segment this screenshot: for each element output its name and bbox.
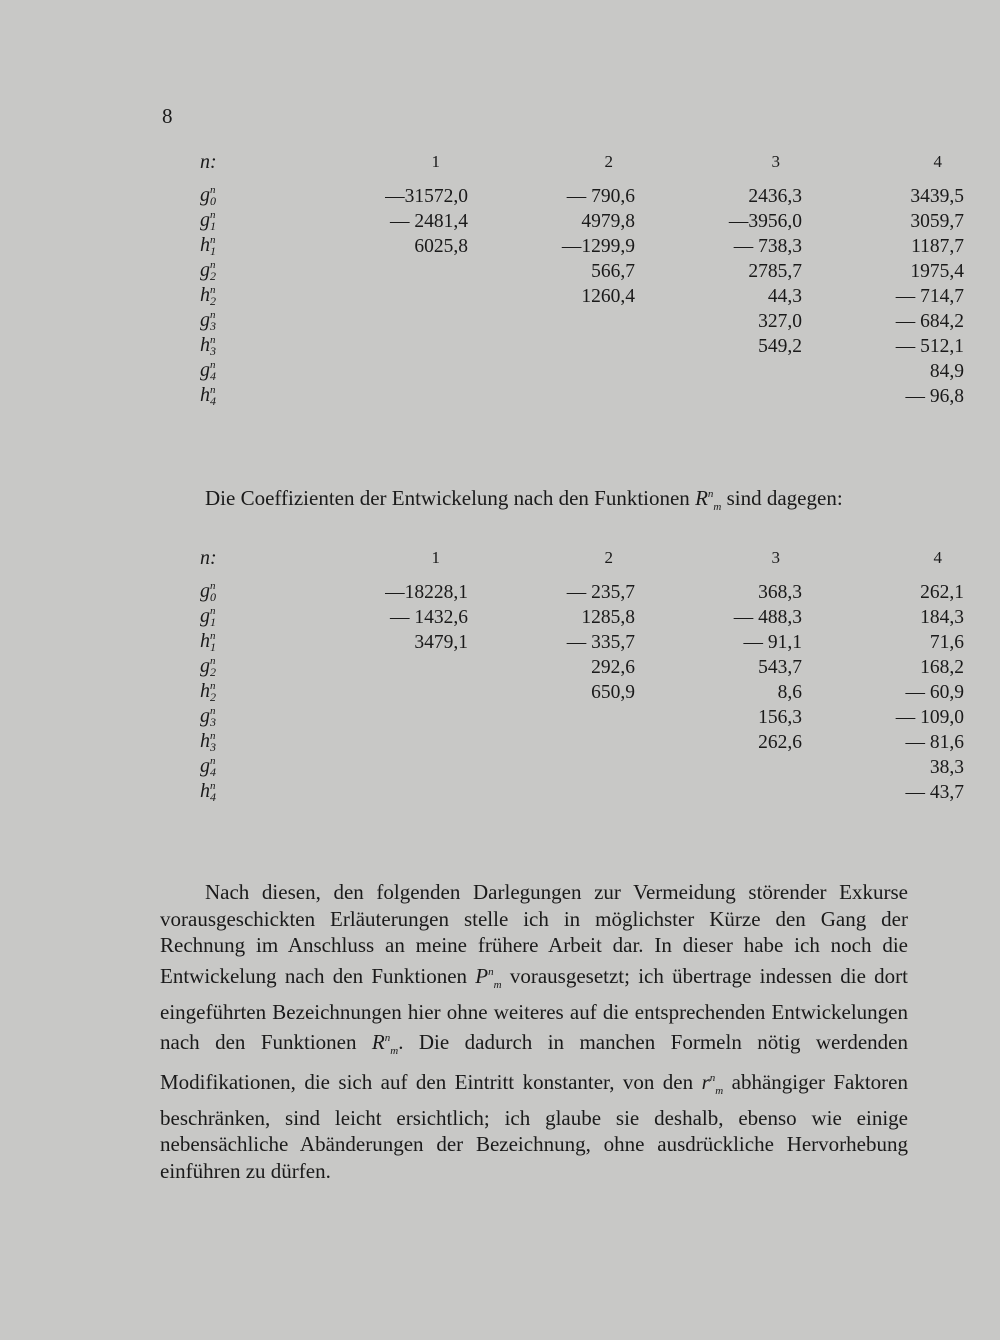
row-label: $g_3^n$ bbox=[200, 705, 216, 729]
table-cell: — 81,6 bbox=[905, 731, 964, 753]
intro-text-before: Die Coeffizienten der Entwickelung nach den Funktionen bbox=[205, 486, 696, 510]
table-cell: 156,3 bbox=[758, 706, 802, 728]
table-row bbox=[200, 580, 964, 605]
row-label: $g_4^n$ bbox=[200, 359, 216, 383]
table-cell bbox=[240, 384, 468, 409]
row-label: $g_4^n$ bbox=[200, 755, 216, 779]
body-text-part3: . Die dadurch in manchen Formeln nötig werdenden Modifikationen, die sich auf den Eintritt konstanter, von den bbox=[160, 1030, 908, 1094]
table-row bbox=[200, 359, 964, 384]
row-label: $h_1^n$ bbox=[200, 630, 216, 654]
table-row bbox=[200, 184, 964, 209]
table-cell: 8,6 bbox=[777, 681, 802, 703]
table-row bbox=[200, 730, 964, 755]
table-cell: — 60,9 bbox=[905, 681, 964, 703]
table-cell: 368,3 bbox=[758, 581, 802, 603]
table-cell: — 91,1 bbox=[743, 631, 802, 653]
table-cell: —1299,9 bbox=[561, 235, 635, 257]
row-label: $g_2^n$ bbox=[200, 259, 216, 283]
table-cell: 2436,3 bbox=[748, 185, 802, 207]
table-row bbox=[200, 209, 964, 234]
table-cell: — 512,1 bbox=[895, 335, 964, 357]
table-cell: 262,1 bbox=[920, 581, 964, 603]
row-label: $h_3^n$ bbox=[200, 334, 216, 358]
r-factor-symbol: $r^n_m$ bbox=[701, 1069, 724, 1098]
table-cell: 168,2 bbox=[920, 656, 964, 678]
table-row bbox=[200, 234, 964, 259]
table-row bbox=[200, 284, 964, 309]
header-col-2: 2 bbox=[604, 152, 613, 171]
table-cell bbox=[240, 309, 468, 334]
table-cell: —3956,0 bbox=[728, 210, 802, 232]
table-cell bbox=[468, 730, 635, 755]
coefficient-table-p bbox=[200, 150, 964, 409]
table-cell: 38,3 bbox=[929, 756, 964, 778]
table-cell: 71,6 bbox=[929, 631, 964, 653]
table-row bbox=[200, 309, 964, 334]
body-paragraph bbox=[160, 879, 908, 1185]
table-cell: 6025,8 bbox=[414, 235, 468, 257]
table-cell bbox=[468, 780, 635, 805]
page-number: 8 bbox=[162, 104, 173, 128]
header-col-4: 4 bbox=[933, 152, 942, 171]
table-cell bbox=[635, 384, 802, 409]
table-cell: — 488,3 bbox=[733, 606, 802, 628]
header-col-3: 3 bbox=[771, 152, 780, 171]
row-label: $h_4^n$ bbox=[200, 384, 216, 408]
table-cell bbox=[240, 259, 468, 284]
table-cell: —18228,1 bbox=[385, 581, 468, 603]
intro-text-after: sind dagegen: bbox=[721, 486, 843, 510]
table-cell: — 790,6 bbox=[566, 185, 635, 207]
table-row bbox=[200, 755, 964, 780]
table-cell bbox=[468, 359, 635, 384]
table-row bbox=[200, 655, 964, 680]
header-col-1: 1 bbox=[431, 152, 440, 171]
table-cell: 566,7 bbox=[591, 260, 635, 282]
table-cell bbox=[468, 309, 635, 334]
row-label: $g_2^n$ bbox=[200, 655, 216, 679]
header-col-4: 4 bbox=[933, 548, 942, 567]
table-cell: 262,6 bbox=[758, 731, 802, 753]
table-cell: — 109,0 bbox=[895, 706, 964, 728]
table-cell bbox=[240, 755, 468, 780]
header-col-1: 1 bbox=[431, 548, 440, 567]
table-cell: — 335,7 bbox=[566, 631, 635, 653]
table-cell bbox=[240, 705, 468, 730]
table-cell bbox=[240, 730, 468, 755]
header-col-3: 3 bbox=[771, 548, 780, 567]
table-cell: 4979,8 bbox=[581, 210, 635, 232]
table-cell bbox=[468, 334, 635, 359]
table-cell: — 96,8 bbox=[905, 385, 964, 407]
table-cell bbox=[240, 334, 468, 359]
table-cell: — 235,7 bbox=[566, 581, 635, 603]
row-label: $g_1^n$ bbox=[200, 605, 216, 629]
table-cell: — 684,2 bbox=[895, 310, 964, 332]
table-cell: — 2481,4 bbox=[390, 210, 468, 232]
header-label: n: bbox=[200, 150, 217, 173]
header-col-2: 2 bbox=[604, 548, 613, 567]
table-cell bbox=[240, 680, 468, 705]
table-cell: 650,9 bbox=[591, 681, 635, 703]
table-cell: 1285,8 bbox=[581, 606, 635, 628]
table-cell bbox=[468, 384, 635, 409]
table-row bbox=[200, 780, 964, 805]
r-function-symbol: $R^n_m$ bbox=[695, 486, 722, 514]
table-cell bbox=[635, 755, 802, 780]
table-cell bbox=[240, 655, 468, 680]
table-cell: 292,6 bbox=[591, 656, 635, 678]
table-row bbox=[200, 680, 964, 705]
body-text-part1: Nach diesen, den folgenden Darlegungen zur Vermeidung störender Exkurse vorausgeschickten Erläuterungen stelle ich in möglichster Kürze den Gang der Rechnung im Anschluss an meine frühere Arbeit dar. In dieser habe ich noch die Entwickelung nach den Funktionen bbox=[160, 880, 908, 988]
body-text-part2: vorausgesetzt; ich übertrage indessen die dort eingeführten Bezeichnungen hier ohne weiteres auf die entsprechenden Entwickelungen nach den Funktionen bbox=[160, 963, 908, 1055]
table-row bbox=[200, 334, 964, 359]
table-cell: 3439,5 bbox=[910, 185, 964, 207]
table-cell: 44,3 bbox=[767, 285, 802, 307]
row-label: $g_0^n$ bbox=[200, 184, 216, 208]
coefficient-table-r bbox=[200, 546, 964, 805]
table-cell: 3479,1 bbox=[414, 631, 468, 653]
row-label: $h_1^n$ bbox=[200, 234, 216, 258]
table-header-row bbox=[200, 150, 964, 174]
body-text-part4: abhängiger Faktoren beschränken, sind leicht ersichtlich; ich glaube sie deshalb, ebenso wie einige nebensächliche Abänderungen der Bezeichnung, ohne ausdrückliche Hervorhebung einführen zu dürfen. bbox=[160, 1069, 908, 1183]
table-cell: 543,7 bbox=[758, 656, 802, 678]
row-label: $h_2^n$ bbox=[200, 680, 216, 704]
table-cell: — 43,7 bbox=[905, 781, 964, 803]
table-cell: — 738,3 bbox=[733, 235, 802, 257]
table-cell: 1187,7 bbox=[911, 235, 964, 257]
table-cell: — 1432,6 bbox=[390, 606, 468, 628]
table-cell: 184,3 bbox=[920, 606, 964, 628]
table-cell: 327,0 bbox=[758, 310, 802, 332]
table-cell: 1260,4 bbox=[581, 285, 635, 307]
row-label: $g_1^n$ bbox=[200, 209, 216, 233]
table-row bbox=[200, 259, 964, 284]
table-cell: —31572,0 bbox=[385, 185, 468, 207]
table-row bbox=[200, 630, 964, 655]
table-row bbox=[200, 605, 964, 630]
table-cell: 2785,7 bbox=[748, 260, 802, 282]
table-cell bbox=[240, 284, 468, 309]
p-function-symbol: $P^n_m$ bbox=[475, 963, 502, 991]
table-cell: 1975,4 bbox=[910, 260, 964, 282]
header-label: n: bbox=[200, 546, 217, 569]
table-row bbox=[200, 705, 964, 730]
table-cell: 84,9 bbox=[929, 360, 964, 382]
table-cell bbox=[635, 780, 802, 805]
table-row bbox=[200, 384, 964, 409]
table-cell: 549,2 bbox=[758, 335, 802, 357]
row-label: $g_3^n$ bbox=[200, 309, 216, 333]
row-label: $g_0^n$ bbox=[200, 580, 216, 604]
table-cell bbox=[240, 780, 468, 805]
r-function-symbol: $R^n_m$ bbox=[371, 1030, 399, 1058]
table-cell bbox=[240, 359, 468, 384]
table-cell bbox=[468, 755, 635, 780]
table-cell bbox=[635, 359, 802, 384]
table-cell: 3059,7 bbox=[910, 210, 964, 232]
row-label: $h_2^n$ bbox=[200, 284, 216, 308]
table-header-row bbox=[200, 546, 964, 570]
row-label: $h_4^n$ bbox=[200, 780, 216, 804]
row-label: $h_3^n$ bbox=[200, 730, 216, 754]
table-cell bbox=[468, 705, 635, 730]
table-cell: — 714,7 bbox=[895, 285, 964, 307]
intro-paragraph bbox=[160, 481, 908, 521]
